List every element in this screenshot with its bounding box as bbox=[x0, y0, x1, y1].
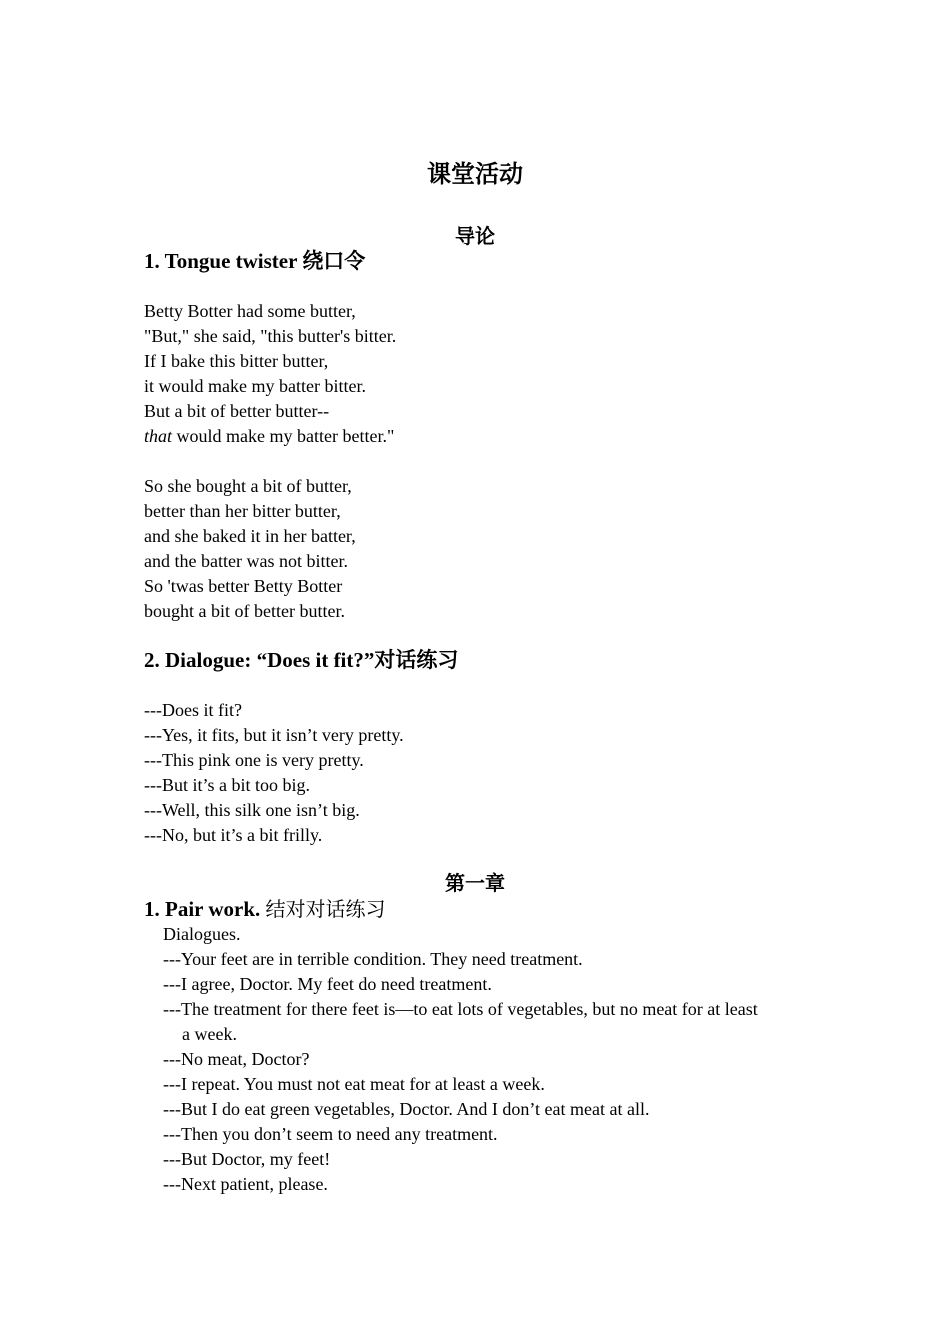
tongue-twister-heading bbox=[144, 248, 365, 274]
dialogue-heading: 2. Dialogue: “Does it fit?”对话练习 bbox=[144, 648, 459, 672]
dialogue-line: ---But Doctor, my feet! bbox=[163, 1149, 331, 1169]
tongue-twister-label: Tongue twister bbox=[164, 249, 298, 273]
poem-line: "But," she said, "this butter's bitter. bbox=[144, 326, 397, 346]
dialogue-line: ---I repeat. You must not eat meat for at least a week. bbox=[163, 1074, 545, 1094]
poem-line bbox=[144, 424, 394, 449]
dialogue-line: ---Then you don’t seem to need any treatment. bbox=[163, 1124, 498, 1144]
pair-work-label: 1. Pair work. bbox=[144, 897, 261, 921]
pair-work-label-cn: 结对对话练习 bbox=[265, 899, 386, 921]
poem-line: Betty Botter had some butter, bbox=[144, 301, 356, 321]
dialogue-line: ---Well, this silk one isn’t big. bbox=[144, 800, 360, 820]
dialogue-line: ---No, but it’s a bit frilly. bbox=[144, 825, 323, 845]
dialogue-line: ---But it’s a bit too big. bbox=[144, 775, 310, 795]
tongue-twister-label-cn: 绕口令 bbox=[302, 249, 366, 273]
poem-line: If I bake this bitter butter, bbox=[144, 351, 329, 371]
tongue-twister-number: 1. bbox=[144, 249, 160, 273]
poem-line: But a bit of better butter-- bbox=[144, 401, 330, 421]
pair-work-heading bbox=[144, 896, 386, 923]
section-heading-chapter1: 第一章 bbox=[445, 873, 505, 895]
poem-line: and she baked it in her batter, bbox=[144, 526, 356, 546]
dialogue-line-continuation: a week. bbox=[182, 1024, 237, 1044]
dialogue-line: ---Does it fit? bbox=[144, 700, 242, 720]
dialogue-line: ---Next patient, please. bbox=[163, 1174, 328, 1194]
dialogue-line: ---But I do eat green vegetables, Doctor. And I don’t eat meat at all. bbox=[163, 1099, 650, 1119]
page-title: 课堂活动 bbox=[427, 162, 523, 188]
dialogue-line: ---No meat, Doctor? bbox=[163, 1049, 310, 1069]
poem-line: So she bought a bit of butter, bbox=[144, 476, 352, 496]
poem-line: it would make my batter bitter. bbox=[144, 376, 366, 396]
poem-line: and the batter was not bitter. bbox=[144, 551, 348, 571]
poem-line: So 'twas better Betty Botter bbox=[144, 576, 343, 596]
dialogue-line: ---The treatment for there feet is—to eat lots of vegetables, but no meat for at least bbox=[163, 999, 758, 1019]
dialogue-line: ---Yes, it fits, but it isn’t very pretty. bbox=[144, 725, 404, 745]
poem-line: bought a bit of better butter. bbox=[144, 601, 345, 621]
dialogue-line: ---I agree, Doctor. My feet do need treatment. bbox=[163, 974, 492, 994]
dialogue-line: ---Your feet are in terrible condition. They need treatment. bbox=[163, 949, 583, 969]
section-heading-intro: 导论 bbox=[455, 226, 495, 248]
poem-line-rest: would make my batter better." bbox=[172, 426, 395, 446]
dialogues-intro: Dialogues. bbox=[163, 924, 241, 944]
poem-italic-word: that bbox=[144, 426, 173, 446]
poem-line: better than her bitter butter, bbox=[144, 501, 341, 521]
dialogue-line: ---This pink one is very pretty. bbox=[144, 750, 364, 770]
